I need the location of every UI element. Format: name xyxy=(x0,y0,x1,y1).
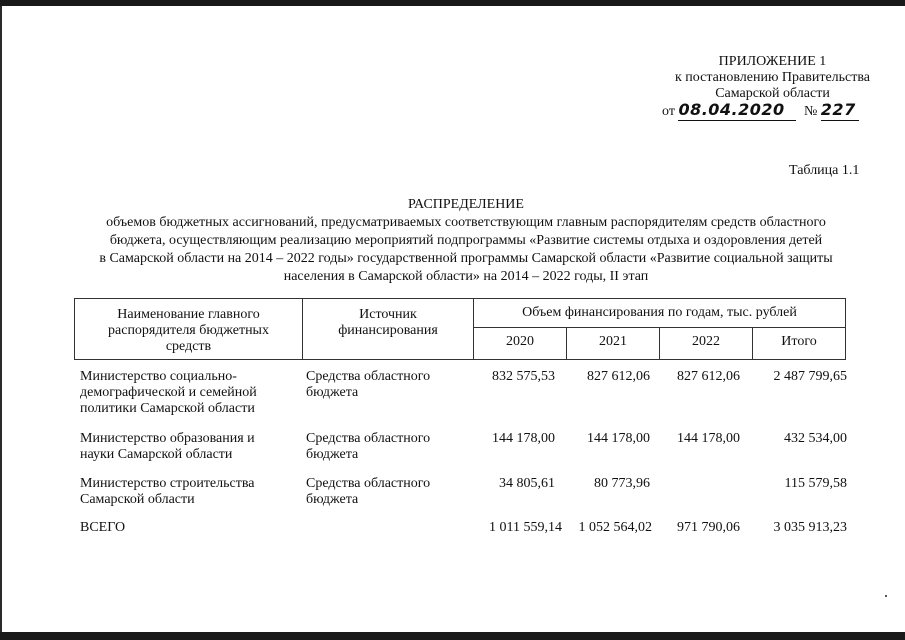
appendix-region: Самарской области xyxy=(715,86,830,101)
table-label: Таблица 1.1 xyxy=(789,163,860,178)
date-prefix: от xyxy=(662,104,675,119)
document-subtitle-line-1: объемов бюджетных ассигнований, предусматриваемых соответствующим главным распорядителям средств областного xyxy=(106,215,826,230)
header-financing-group: Объем финансирования по годам, тыс. рублей xyxy=(474,299,846,328)
row-1-source: Средства областного бюджета xyxy=(306,369,431,400)
total-label: ВСЕГО xyxy=(80,520,126,535)
handwritten-number: 227 xyxy=(820,100,856,119)
header-year-2021: 2021 xyxy=(567,328,660,360)
row-2-source: Средства областного бюджета xyxy=(306,431,431,462)
row-3-source: Средства областного бюджета xyxy=(306,476,431,507)
scan-border-left xyxy=(0,6,2,632)
row-1-2022: 827 612,06 xyxy=(677,369,740,384)
document-subtitle-line-2: бюджета, осуществляющим реализацию мероприятий подпрограммы «Развитие системы отдыха и оздоровления детей xyxy=(109,233,823,248)
header-year-2022: 2022 xyxy=(660,328,753,360)
handwritten-date: 08.04.2020 xyxy=(678,100,785,119)
row-1-2020: 832 575,53 xyxy=(492,369,555,384)
row-1-manager: Министерство социально- демографической и семейной политики Самарской области xyxy=(80,369,257,416)
funding-table-header xyxy=(74,298,846,360)
document-subtitle-line-3: в Самарской области на 2014 – 2022 годы» государственной программы Самарской области «Развитие социальной защиты xyxy=(99,251,833,266)
row-2-2020: 144 178,00 xyxy=(492,431,555,446)
row-2-2022: 144 178,00 xyxy=(677,431,740,446)
appendix-title: ПРИЛОЖЕНИЕ 1 xyxy=(718,54,827,69)
date-field xyxy=(678,102,796,121)
total-2022: 971 790,06 xyxy=(677,520,740,535)
total-2021: 1 052 564,02 xyxy=(578,520,652,535)
row-3-total: 115 579,58 xyxy=(784,476,847,491)
total-sum: 3 035 913,23 xyxy=(773,520,847,535)
row-2-total: 432 534,00 xyxy=(784,431,847,446)
row-3-2020: 34 805,61 xyxy=(499,476,555,491)
header-manager: Наименование главного распорядителя бюджетных средств xyxy=(75,299,303,360)
row-3-2021: 80 773,96 xyxy=(594,476,650,491)
scan-border-bottom xyxy=(0,632,905,640)
row-3-manager: Министерство строительства Самарской области xyxy=(80,476,255,507)
total-2020: 1 011 559,14 xyxy=(489,520,562,535)
appendix-date-line xyxy=(662,102,859,121)
scan-speck xyxy=(885,595,887,597)
row-2-manager: Министерство образования и науки Самарской области xyxy=(80,431,255,462)
document-heading: РАСПРЕДЕЛЕНИЕ xyxy=(408,197,524,212)
number-field xyxy=(821,102,859,121)
row-1-total: 2 487 799,65 xyxy=(773,369,847,384)
row-1-2021: 827 612,06 xyxy=(587,369,650,384)
document-subtitle-line-4: населения в Самарской области» на 2014 – 2022 годы, II этап xyxy=(283,269,649,284)
row-2-2021: 144 178,00 xyxy=(587,431,650,446)
header-source: Источник финансирования xyxy=(303,299,474,360)
header-total: Итого xyxy=(753,328,846,360)
number-prefix: № xyxy=(803,104,818,119)
appendix-subtitle: к постановлению Правительства xyxy=(674,70,871,85)
header-year-2020: 2020 xyxy=(474,328,567,360)
scan-border-top xyxy=(0,0,905,6)
